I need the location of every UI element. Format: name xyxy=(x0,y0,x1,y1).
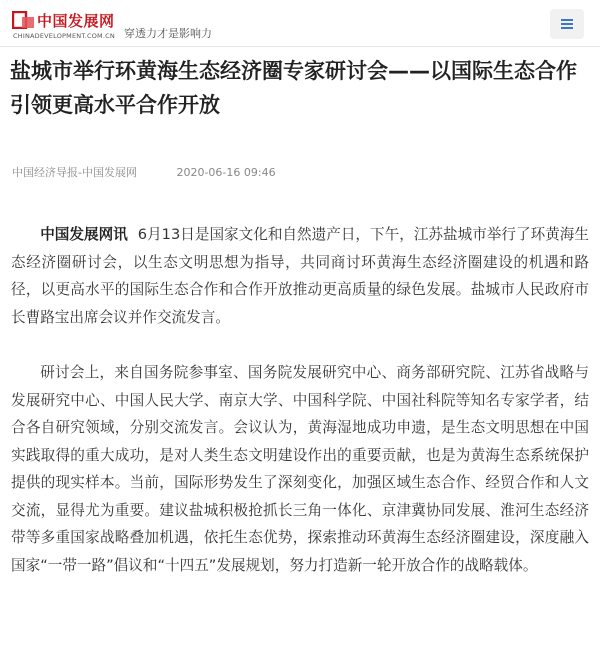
article-lead: 中国发展网讯 xyxy=(40,226,128,243)
article-body xyxy=(11,221,589,607)
paragraph-1-text: 6月13日是国家文化和自然遗产日，下午，江苏盐城市举行了环黄海生态经济圈研讨会，以生态文明思想为指导，共同商讨环黄海生态经济圈建设的机遇和路径，以更高水平的国际生态合作和合作开放推动更高质量的绿色发展。盐城市人民政府市长曹路宝出席会议并作交流发言。 xyxy=(11,226,589,326)
article-meta xyxy=(12,164,276,180)
article-paragraph-2: 研讨会上，来自国务院参事室、国务院发展研究中心、商务部研究院、江苏省战略与发展研究中心、中国人民大学、南京大学、中国科学院、中国社科院等知名专家学者，结合各自研究领域，分别交流发言。会议认为，黄海湿地成功申遗，是生态文明思想在中国实践取得的重大成功，是对人类生态文明建设作出的重要贡献，也是为黄海生态系统保护提供的现实样本。当前，国际形势发生了深刻变化，加强区域生态合作、经贸合作和人文交流，显得尤为重要。建议盐城积极抢抓长三角一体化、京津冀协同发展、淮河生态经济带等多重国家战略叠加机遇，依托生态优势，探索推动环黄海生态经济圈建设，深度融入国家“一带一路”倡议和“十四五”发展规划，努力打造新一轮开放合作的战略载体。 xyxy=(11,364,589,574)
logo-subtitle: CHINADEVELOPMENT.COM.CN xyxy=(13,32,115,40)
article-date: 2020-06-16 09:46 xyxy=(176,166,276,179)
site-header xyxy=(0,0,600,47)
article-paragraph xyxy=(11,221,589,331)
article-source: 中国经济导报-中国发展网 xyxy=(12,166,137,179)
menu-button[interactable] xyxy=(550,9,584,39)
article-title: 盐城市举行环黄海生态经济圈专家研讨会——以国际生态合作引领更高水平合作开放 xyxy=(10,59,577,117)
logo-mark-icon xyxy=(12,11,36,29)
site-slogan: 穿透力才是影响力 xyxy=(124,27,212,40)
hamburger-menu-icon xyxy=(561,19,573,29)
logo-title: 中国发展网 xyxy=(37,12,115,30)
site-logo[interactable] xyxy=(12,10,122,42)
